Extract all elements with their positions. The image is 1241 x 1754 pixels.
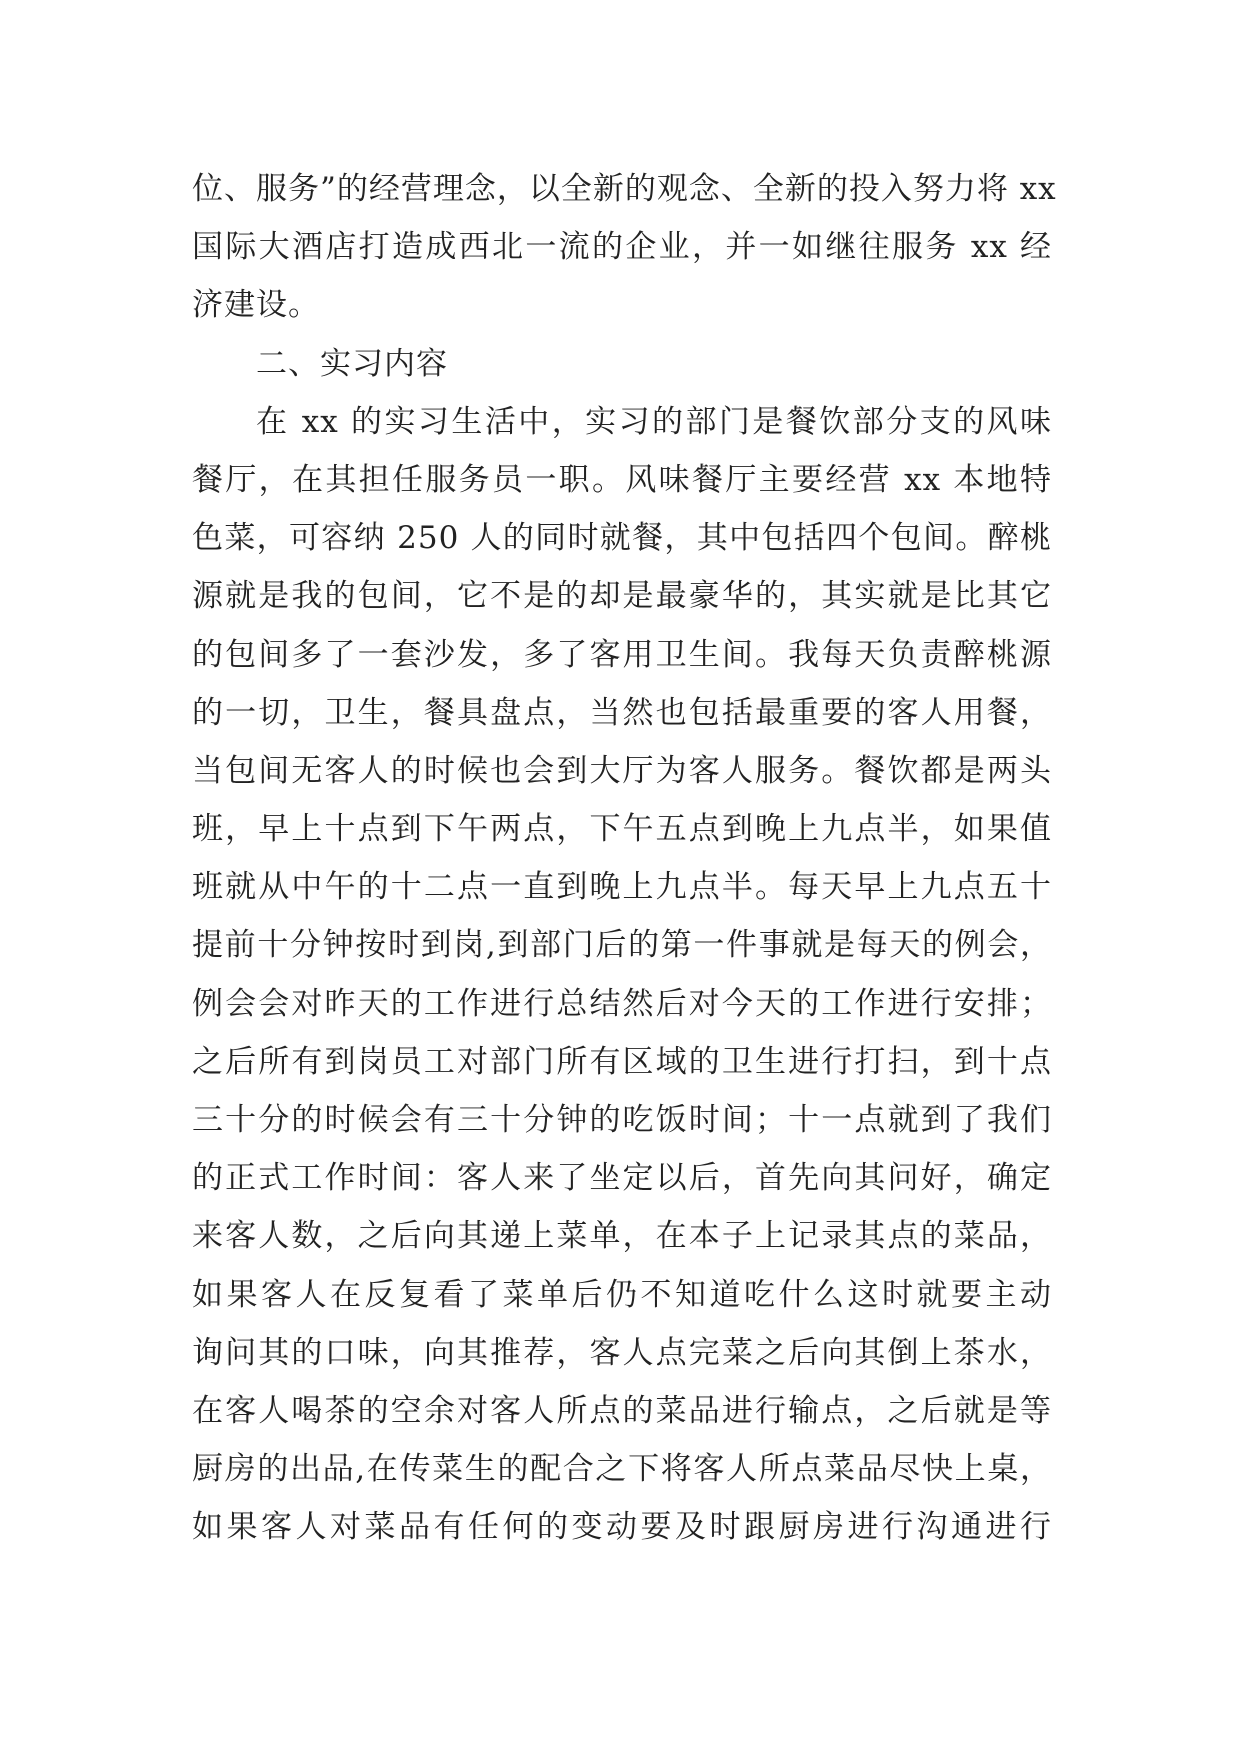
paragraph-line: 例会会对昨天的工作进行总结然后对今天的工作进行安排；	[192, 985, 1052, 1022]
paragraph-line: 国际大酒店打造成西北一流的企业，并一如继往服务 xx 经	[192, 229, 1052, 266]
paragraph-line: 来客人数，之后向其递上菜单，在本子上记录其点的菜品，	[192, 1218, 1052, 1255]
paragraph-line: 色菜，可容纳 250 人的同时就餐，其中包括四个包间。醉桃	[192, 520, 1052, 557]
paragraph-line: 的正式工作时间：客人来了坐定以后，首先向其问好，确定	[192, 1160, 1052, 1197]
paragraph-line: 三十分的时候会有三十分钟的吃饭时间；十一点就到了我们	[192, 1102, 1052, 1138]
section-heading: 二、实习内容	[256, 345, 448, 382]
paragraph-line: 当包间无客人的时候也会到大厅为客人服务。餐饮都是两头	[192, 752, 1052, 789]
paragraph-line: 如果客人在反复看了菜单后仍不知道吃什么这时就要主动	[192, 1276, 1052, 1313]
paragraph-line: 询问其的口味，向其推荐，客人点完菜之后向其倒上茶水，	[192, 1334, 1052, 1371]
paragraph-line: 源就是我的包间，它不是的却是最豪华的，其实就是比其它	[192, 578, 1052, 615]
paragraph-line: 提前十分钟按时到岗,到部门后的第一件事就是每天的例会，	[192, 927, 1052, 964]
paragraph-line: 位、服务”的经营理念，以全新的观念、全新的投入努力将 xx	[192, 171, 1057, 207]
document-body	[192, 160, 1057, 1557]
paragraph-line: 班，早上十点到下午两点，下午五点到晚上九点半，如果值	[192, 811, 1052, 848]
paragraph-line: 之后所有到岗员工对部门所有区域的卫生进行打扫，到十点	[192, 1043, 1052, 1080]
paragraph-line: 的一切，卫生，餐具盘点，当然也包括最重要的客人用餐，	[192, 694, 1052, 731]
paragraph-line: 如果客人对菜品有任何的变动要及时跟厨房进行沟通进行	[192, 1509, 1052, 1546]
paragraph-line: 厨房的出品,在传菜生的配合之下将客人所点菜品尽快上桌，	[192, 1451, 1052, 1488]
paragraph-line: 餐厅，在其担任服务员一职。风味餐厅主要经营 xx 本地特	[192, 461, 1052, 498]
paragraph-line: 在 xx 的实习生活中，实习的部门是餐饮部分支的风味	[256, 403, 1052, 440]
body-paragraph	[192, 393, 1052, 1557]
paragraph-line: 的包间多了一套沙发，多了客用卫生间。我每天负责醉桃源	[192, 636, 1052, 673]
intro-paragraph	[192, 160, 1057, 335]
paragraph-line: 班就从中午的十二点一直到晚上九点半。每天早上九点五十	[192, 869, 1052, 906]
paragraph-line: 济建设。	[192, 287, 320, 324]
paragraph-line: 在客人喝茶的空余对客人所点的菜品进行输点，之后就是等	[192, 1392, 1052, 1429]
